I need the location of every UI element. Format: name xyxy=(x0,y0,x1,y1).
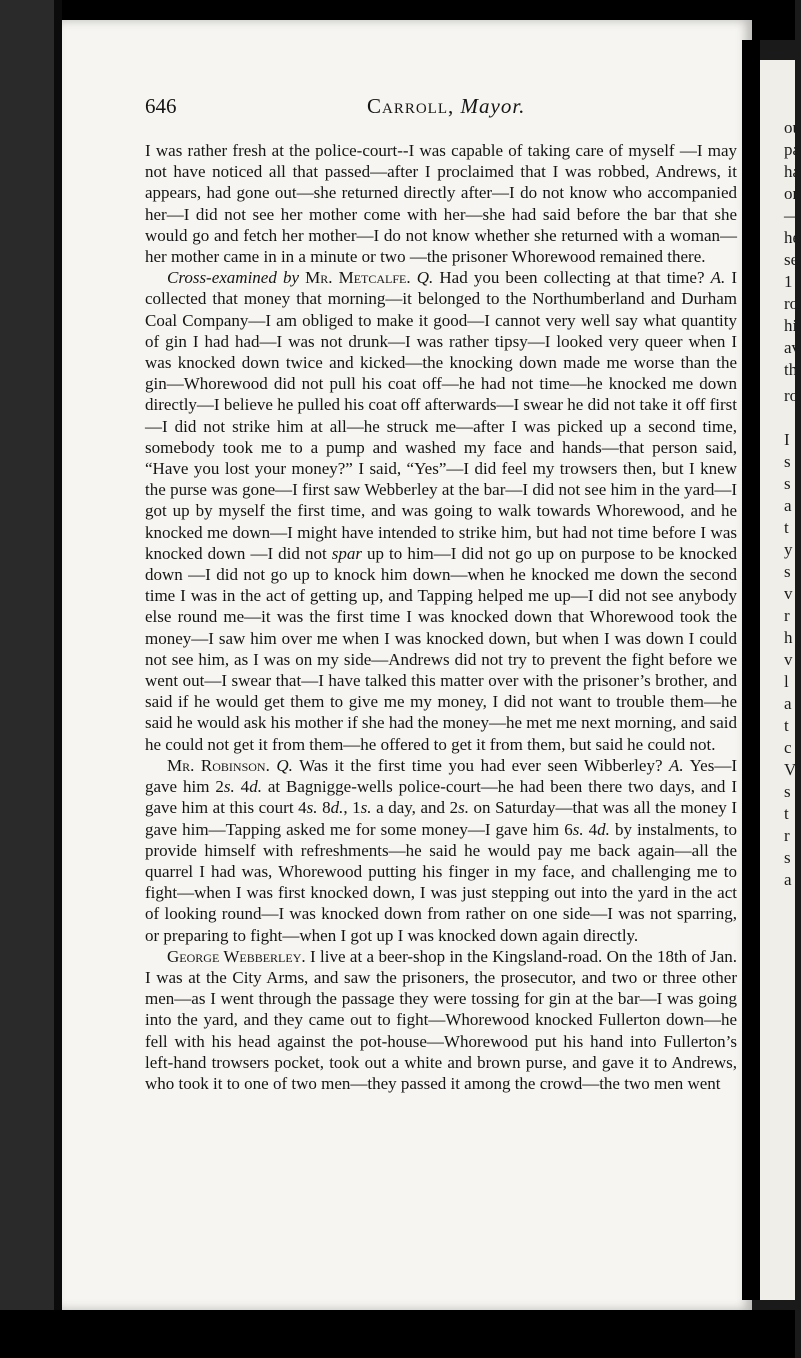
running-title-office: Mayor. xyxy=(460,94,526,118)
paragraph-p3 xyxy=(145,755,737,946)
adjacent-page-fragment: s xyxy=(784,474,791,493)
text-run: George Webberley xyxy=(167,946,302,966)
text-run: Mr. Metcalfe xyxy=(305,268,407,288)
paragraph-p4 xyxy=(145,946,737,1094)
running-title xyxy=(367,94,525,119)
text-run: . I live at a beer-shop in the Kingsland-road. On the 18th of Jan. I was at the City Arms, and saw the prisoners, the prosecutor, and two or three other men—as I went through the passage they were tossing for gin at the bar—I was going into the yard, and they came out to fight—Whorewood knocked Fullerton down—he fell with his head against the pot-house—Whorewood put his hand into Fullerton’s left-hand trowsers pocket, took out a white and brown purse, and gave it to Andrews, who took it to one of two men—they passed it among the crowd—the two men went xyxy=(145,946,737,1093)
adjacent-page-fragment: ro xyxy=(784,386,799,405)
text-run: , 1 xyxy=(343,798,361,818)
text-run: at Bagnigge-wells police-court—he had been there two days, and I gave him at this court 4 xyxy=(145,777,738,818)
text-run: s. xyxy=(458,798,469,818)
adjacent-page-fragment: t xyxy=(784,716,789,735)
page-header xyxy=(145,94,745,120)
text-run: d. xyxy=(597,819,610,839)
adjacent-page-fragment: hi xyxy=(784,316,798,335)
text-run: 4 xyxy=(234,777,250,797)
adjacent-page-fragment: s xyxy=(784,782,791,801)
adjacent-page-fragment: a xyxy=(784,694,792,713)
adjacent-page-fragment: s xyxy=(784,848,791,867)
text-run: Was it the first time you had ever seen Wibberley? xyxy=(292,755,670,775)
book-spine-edge xyxy=(0,0,62,1358)
paragraph-p1 xyxy=(145,140,737,267)
adjacent-page-fragment: av xyxy=(784,338,801,357)
adjacent-page-fragment: v xyxy=(784,650,793,669)
text-run: s. xyxy=(360,798,372,818)
adjacent-page-fragment: th xyxy=(784,360,798,379)
adjacent-page-fragment: c xyxy=(784,738,792,757)
adjacent-page-fragment: a xyxy=(784,496,792,515)
adjacent-page-fragment: l xyxy=(784,672,789,691)
text-run: Q. xyxy=(416,268,434,288)
text-run: s. xyxy=(306,798,318,818)
text-run: 8 xyxy=(317,798,331,818)
text-run: spar xyxy=(331,543,362,563)
page-number: 646 xyxy=(145,94,177,118)
scan-bottom-shadow xyxy=(0,1310,795,1358)
page-gutter xyxy=(742,40,760,1300)
text-run: by instalments, to provide himself with refreshments—he said he would pay me back again—all the quarrel I had was, Whorewood putting his finger in my face, and challenging me to fight—when I was first knocked down, I was just stepping out into the yard in the act of looking round—I was knocked down from rather on one side—I was not sparring, or preparing to fight—when I got up I was knocked down again directly. xyxy=(145,819,737,945)
text-run: Had you been collecting at that time? xyxy=(433,268,711,288)
adjacent-page-fragment: se xyxy=(784,250,799,269)
adjacent-page-fragment: r xyxy=(784,606,790,625)
text-run: Yes—I gave him 2 xyxy=(145,755,737,797)
text-run: d. xyxy=(330,798,344,818)
adjacent-page-strip xyxy=(760,60,801,1300)
text-run: up to him—I did not go up on purpose to be knocked down —I did not go up to knock him down—when he knocked me down the second time I was in the act of getting up, and Tapping helped me up—I did not see anybody else round me—it was the first time I was knocked down that Whorewood took the money—I saw him over me when I was knocked down, but when I was down I could not see him, as I was on my side—Andrews did not try to prevent the fight before we went out—I swear that—I have talked this matter over with the prisoner’s brother, and said if he would get them to give me my money, I did not want to trouble them—he said he would ask his mother if she had the money—he met me next morning, and said he could not get it from them—he offered to get it from them, but said he could not. xyxy=(145,543,737,754)
adjacent-page-fragment: s xyxy=(784,452,791,471)
adjacent-page-fragment: — xyxy=(784,206,801,225)
text-run: . xyxy=(265,755,277,775)
page-body-text xyxy=(145,140,737,1094)
adjacent-page-fragment: r xyxy=(784,826,790,845)
text-run: A. xyxy=(710,268,726,288)
text-run: Mr. Robinson xyxy=(167,755,266,775)
text-run: . xyxy=(406,268,417,288)
adjacent-page-fragment: ha xyxy=(784,162,801,181)
adjacent-page-fragment: or xyxy=(784,184,799,203)
text-run: 4 xyxy=(583,819,598,839)
adjacent-page-fragment: t xyxy=(784,518,789,537)
text-run: s. xyxy=(223,777,235,797)
text-run: on Saturday—that was all the money I gave him—Tapping asked me for some money—I gave him 6 xyxy=(145,798,738,839)
adjacent-page-fragment: s xyxy=(784,562,791,581)
adjacent-page-fragment: V xyxy=(784,760,797,779)
adjacent-page-fragment: I xyxy=(784,430,790,449)
text-run: Q. xyxy=(276,755,293,775)
text-run: I collected that money that morning—it belonged to the Northumberland and Durham Coal Company—I am obliged to make it good—I cannot very well say what quantity of gin I had had—I was not drunk—I was rather tipsy—I looked very queer when I was knocked down twice and kicked—the knocking down made me worse than the gin—Whorewood did not pull his coat off—he had not time—he knocked me down directly—I believe he pulled his coat off afterwards—I swear he did not take it off first—I did not strike him at all—he struck me—after I was picked up a second time, somebody took me to a pump and washed my face and hands—that person said, “Have you lost your money?” I said, “Yes”—I did feel my trowsers then, but I knew the purse was gone—I first saw Webberley at the bar—I did not see him in the yard—I got up by myself the first time, and was going to walk towards Whorewood, and he knocked me down—I might have intended to strike him, but had not time before I was knocked down —I did not xyxy=(145,268,738,563)
adjacent-page-fragment: y xyxy=(784,540,793,559)
adjacent-page-fragment: h xyxy=(784,628,793,647)
text-run: Cross-examined by xyxy=(167,268,300,288)
text-run: a day, and 2 xyxy=(371,798,459,818)
adjacent-page-fragment: v xyxy=(784,584,793,603)
text-run: A. xyxy=(669,755,684,775)
adjacent-page-fragment: ro xyxy=(784,294,799,313)
running-title-name: Carroll, xyxy=(367,94,455,118)
text-run: I was rather fresh at the police-court--I was capable of taking care of myself —I may not have noticed all that passed—after I proclaimed that I was robbed, Andrews, it appears, had gone out—she returned directly after—I do not know who accompanied her—I did not see her mother come with her—she had said before the bar that she would go and fetch her mother—I do not know whether she returned with a woman—her mother came in in a minute or two —the prisoner Whorewood remained there. xyxy=(145,141,737,267)
text-run: d. xyxy=(249,777,262,797)
adjacent-page-fragment: 1 xyxy=(784,272,793,291)
text-run: s. xyxy=(572,819,584,839)
adjacent-page-fragment: ou xyxy=(784,118,801,137)
adjacent-page-fragment: a xyxy=(784,870,792,889)
adjacent-page-fragment: he xyxy=(784,228,801,247)
paragraph-p2 xyxy=(145,267,737,755)
adjacent-page-fragment: pa xyxy=(784,140,801,159)
adjacent-page-fragment: t xyxy=(784,804,789,823)
